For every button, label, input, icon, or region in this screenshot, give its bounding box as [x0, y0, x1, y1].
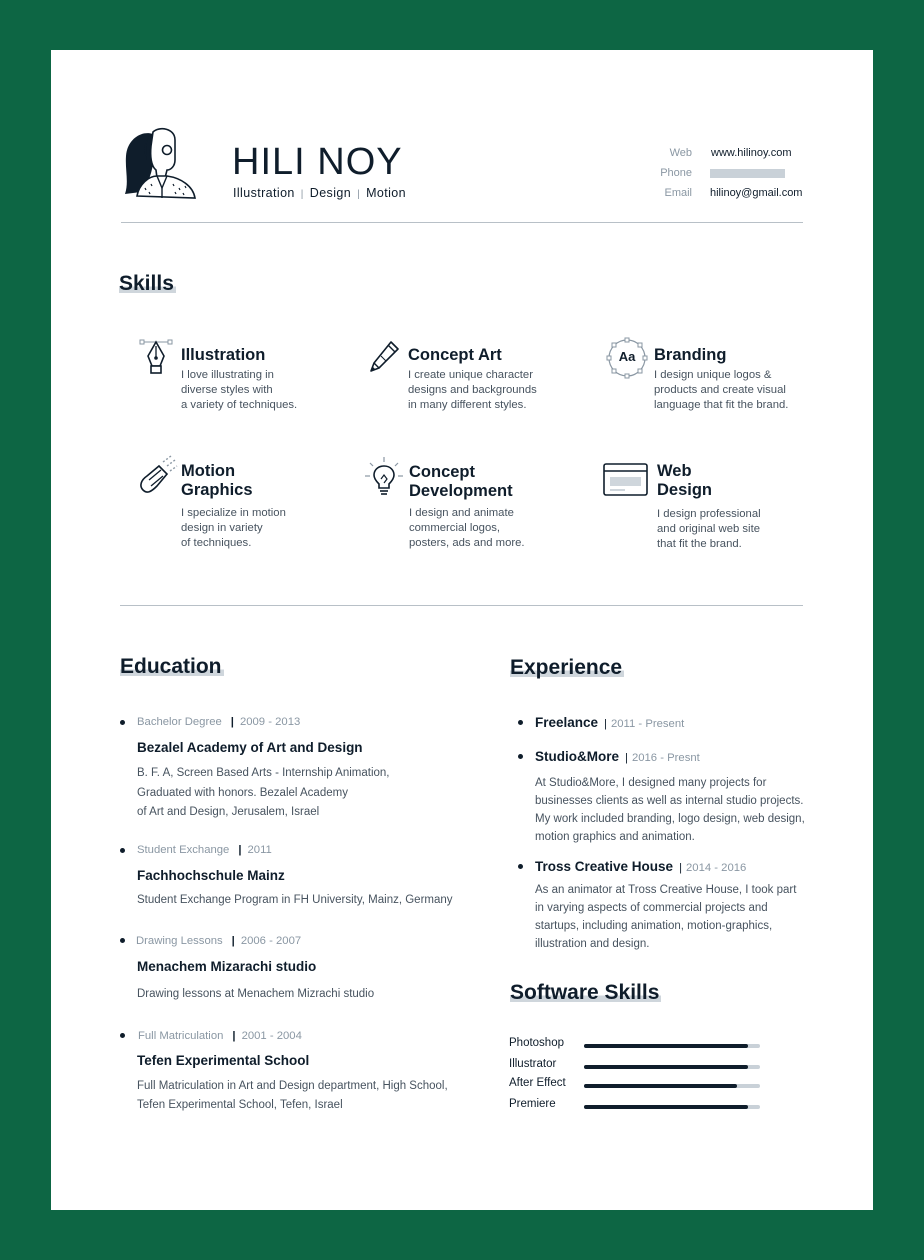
skill-title: Branding	[654, 346, 727, 364]
skill-title: Motion Graphics	[181, 462, 253, 499]
education-school: Bezalel Academy of Art and Design	[137, 740, 363, 755]
skill-description: I create unique character designs and backgrounds in many different styles.	[408, 369, 537, 411]
skill-description: I design professional and original web site that fit the brand.	[657, 508, 761, 550]
resume-tagline	[233, 186, 406, 200]
timeline-bullet	[518, 754, 523, 759]
tagline-separator: |	[300, 189, 304, 200]
software-skill-fill	[584, 1084, 737, 1088]
branding-icon	[606, 337, 648, 379]
experience-heading: Freelance | 2011 - Present	[535, 715, 685, 730]
timeline-bullet	[518, 864, 523, 869]
branding-icon-text: Aa	[618, 349, 636, 364]
experience-heading: Tross Creative House | 2014 - 2016	[535, 859, 747, 874]
browser-window-icon	[603, 463, 649, 497]
tagline-illustration: Illustration	[233, 186, 295, 200]
pen-tool-icon	[139, 338, 173, 376]
contact-phone-label: Phone	[660, 167, 692, 179]
education-description: Student Exchange Program in FH University, Mainz, Germany	[137, 894, 453, 906]
software-skill-track	[584, 1084, 760, 1088]
timeline-bullet	[120, 848, 125, 853]
education-school: Tefen Experimental School	[137, 1053, 310, 1068]
contact-web-label: Web	[669, 147, 692, 159]
timeline-bullet	[120, 938, 125, 943]
experience-description: At Studio&More, I designed many projects for businesses clients as well as internal studio projects. My work included branding, logo design, web design, motion graphics and animation.	[535, 777, 805, 843]
skill-title: Concept Art	[408, 346, 502, 364]
contact-email-label: Email	[664, 187, 692, 199]
contact-web-value[interactable]: www.hilinoy.com	[711, 147, 792, 159]
timeline-bullet	[120, 720, 125, 725]
education-meta: Full Matriculation | 2001 - 2004	[138, 1030, 302, 1042]
avatar-illustration-icon	[123, 126, 221, 200]
software-skill-fill	[584, 1105, 748, 1109]
skills-title: Skills	[119, 272, 174, 295]
timeline-bullet	[120, 1033, 125, 1038]
tagline-design: Design	[309, 186, 352, 200]
pencil-icon	[369, 339, 401, 373]
skill-description: I specialize in motion design in variety of techniques.	[181, 507, 286, 549]
education-meta: Drawing Lessons | 2006 - 2007	[136, 935, 302, 947]
software-name: After Effect	[509, 1077, 566, 1089]
skill-description: I design unique logos & products and create visual language that fit the brand.	[654, 369, 789, 411]
software-name: Photoshop	[509, 1037, 564, 1049]
experience-heading: Studio&More | 2016 - Presnt	[535, 749, 700, 764]
education-description: Full Matriculation in Art and Design department, High School, Tefen Experimental School, Tefen, Israel	[137, 1080, 448, 1111]
skill-title: Web Design	[657, 462, 713, 499]
software-name: Illustrator	[509, 1058, 557, 1070]
education-school: Menachem Mizarachi studio	[137, 959, 317, 974]
skills-divider	[120, 605, 803, 606]
header-divider	[121, 222, 803, 223]
skill-description: I design and animate commercial logos, posters, ads and more.	[409, 507, 525, 549]
resume-name: HILI NOY	[232, 141, 403, 183]
timeline-bullet	[518, 720, 523, 725]
software-skills-title: Software Skills	[510, 981, 660, 1004]
experience-description: As an animator at Tross Creative House, I took part in varying aspects of commercial projects and startups, including animation, motion-graphics, illustration and design.	[535, 884, 797, 950]
resume-page	[51, 50, 873, 1210]
software-skill-track	[584, 1044, 760, 1048]
software-name: Premiere	[509, 1098, 556, 1110]
software-skill-track	[584, 1065, 760, 1069]
contact-email-value[interactable]: hilinoy@gmail.com	[710, 187, 803, 199]
experience-title: Experience	[510, 656, 623, 679]
education-school: Fachhochschule Mainz	[137, 868, 285, 883]
skill-title: Concept Development	[409, 463, 513, 500]
education-description: B. F. A, Screen Based Arts - Internship Animation, Graduated with honors. Bezalel Academy of Art and Design, Jerusalem, Israel	[137, 767, 390, 818]
lightbulb-icon	[363, 455, 405, 499]
skill-description: I love illustrating in diverse styles with a variety of techniques.	[181, 369, 298, 411]
software-skill-fill	[584, 1065, 748, 1069]
tagline-separator: |	[357, 189, 361, 200]
software-skill-fill	[584, 1044, 748, 1048]
software-skill-track	[584, 1105, 760, 1109]
education-description: Drawing lessons at Menachem Mizrachi studio	[137, 988, 375, 1000]
contact-phone-redacted	[710, 169, 785, 178]
tagline-motion: Motion	[366, 186, 407, 200]
education-meta: Student Exchange | 2011	[137, 844, 272, 856]
education-meta: Bachelor Degree | 2009 - 2013	[137, 716, 301, 728]
motion-icon	[137, 454, 179, 498]
education-title: Education	[120, 655, 222, 678]
skill-title: Illustration	[181, 346, 266, 364]
